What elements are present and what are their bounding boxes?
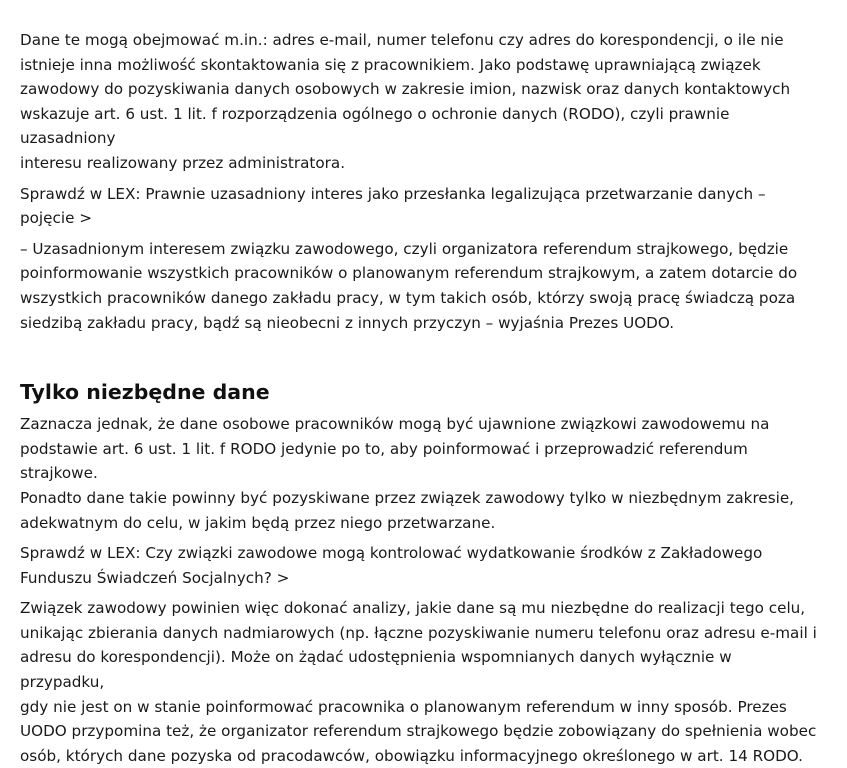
lex-link-social-fund[interactable]: Sprawdź w LEX: Czy związki zawodowe mogą kontrolować wydatkowanie środków z Zakładowego Funduszu Świadczeń Socjalnych? > xyxy=(20,544,763,587)
section-heading: Tylko niezbędne dane xyxy=(20,380,270,405)
paragraph-contact-data: Dane te mogą obejmować m.in.: adres e-mail, numer telefonu czy adres do korespondencji, o ile nie istnieje inna możliwość skontaktowania się z pracownikiem. Jako podstawę uprawniającą związek zawodowy do pozyskiwania danych osobowych w zakresie imion, nazwisk oraz danych kontaktowych wskazuje art. 6 ust. 1 lit. f rozporządzenia ogólnego o ochronie danych (RODO), czyli prawnie uzasadniony interesu realizowany przez administratora. xyxy=(20,31,791,172)
paragraph-legitimate-interest: – Uzasadnionym interesem związku zawodowego, czyli organizatora referendum strajkowego, będzie poinformowanie wszystkich pracowników o planowanym referendum strajkowym, a zatem dotarcie do wszystkich pracowników danego zakładu pracy, w tym takich osób, którzy swoją pracę świadczą poza siedzibą zakładu pracy, bądź są nieobecni z innych przyczyn – wyjaśnia Prezes UODO. xyxy=(20,239,798,332)
paragraph-data-analysis: Związek zawodowy powinien więc dokonać analizy, jakie dane są mu niezbędne do realizacji tego celu, unikając zbierania danych nadmiarowych (np. łączne pozyskiwanie numeru telefonu oraz adresu e-mail i adresu do korespondencji). Może on żądać udostępnienia wspomnianych danych wyłącznie w przypadku, gdy nie jest on w stanie poinformować pracownika o planowanym referendum w inny sposób. Prezes UODO przypomina też, że organizator referendum strajkowego będzie zobowiązany do spełnienia wobec osób, których dane pozyska od pracodawców, obowiązku informacyjnego określonego w art. 14 RODO. xyxy=(20,599,817,765)
lex-link-legitimate-interest[interactable]: Sprawdź w LEX: Prawnie uzasadniony interes jako przesłanka legalizująca przetwarzanie danych – pojęcie > xyxy=(20,184,766,228)
paragraph-necessary-data: Zaznacza jednak, że dane osobowe pracowników mogą być ujawnione związkowi zawodowemu na podstawie art. 6 ust. 1 lit. f RODO jedynie po to, aby poinformować i przeprowadzić referendum strajkowe. Ponadto dane takie powinny być pozyskiwane przez związek zawodowy tylko w niezbędnym zakresie, adekwatnym do celu, w jakim będą przez niego przetwarzane. xyxy=(20,415,794,532)
